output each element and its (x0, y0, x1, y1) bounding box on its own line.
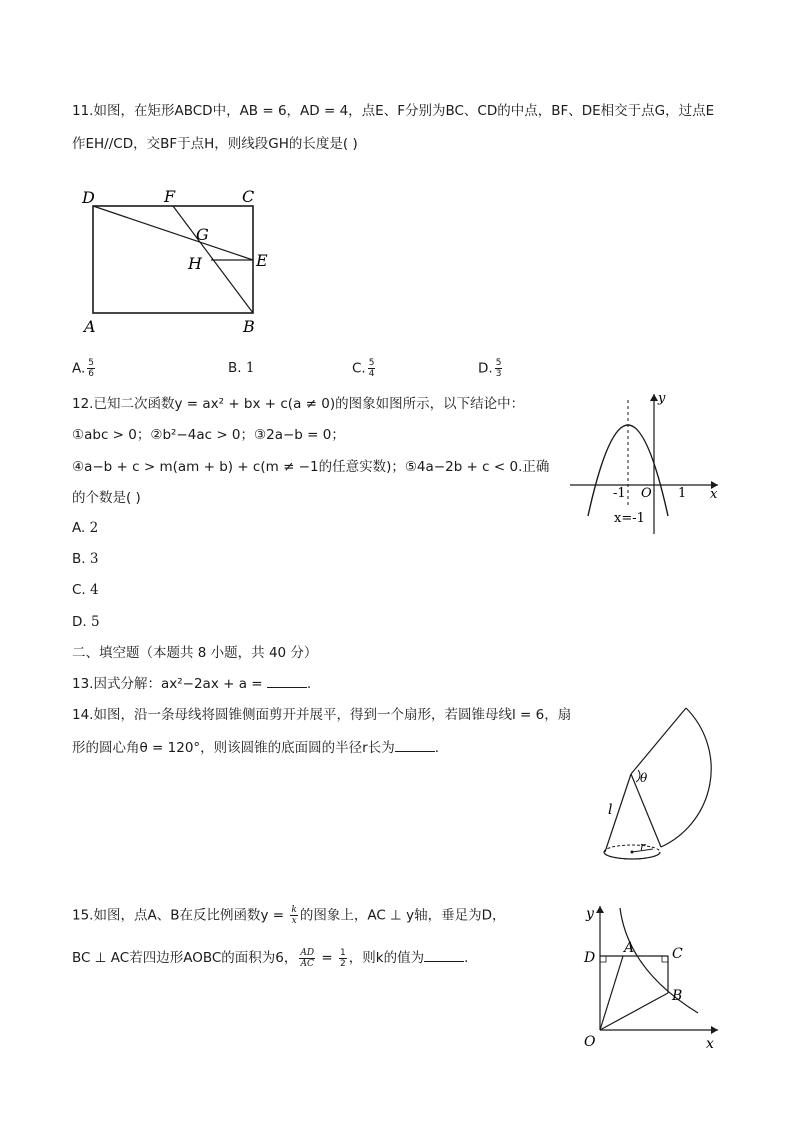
q12-graph (566, 388, 726, 538)
q12-axis-x: x (710, 487, 718, 502)
q11-label-H: H (188, 254, 202, 273)
q13-answer-blank[interactable] (267, 673, 307, 688)
q11-label-D: D (82, 188, 95, 207)
q12-origin: O (641, 486, 652, 501)
q12-text-line1: 12.已知二次函数y = ax² + bx + c(a ≠ 0)的图象如图所示，以下结论中： (72, 396, 525, 412)
q15-text-line1: 15.如图，点A、B在反比例函数y = $\frac{k}{x}$ 的图象上，AC ⊥ y轴，垂足为D， (72, 905, 506, 926)
q12-stem-4: 的个数是( ) (72, 490, 141, 506)
q15-axis-x: x (706, 1036, 714, 1052)
q12-tick-1: 1 (678, 486, 687, 501)
section2-title: 二、填空题（本题共 8 小题，共 40 分） (72, 645, 318, 661)
q11-option-d: D. $\frac{5}{3}$ (478, 358, 502, 379)
q14-label-theta: θ (640, 771, 648, 785)
q15-label-O: O (584, 1034, 596, 1050)
q14-stem-1: 如图，沿一条母线将圆锥侧面剪开并展平，得到一个扇形，若圆锥母线l = 6，扇 (93, 707, 572, 723)
q11-label-F: F (164, 187, 176, 206)
q15-axis-y: y (586, 906, 594, 922)
q11-stem-1: 如图，在矩形ABCD中，AB = 6，AD = 4，点E、F分别为BC、CD的中点，BF、DE相交于点G，过点E (93, 103, 715, 119)
q11-label-C: C (242, 187, 255, 206)
q12-option-d: D. 5 (72, 614, 100, 630)
q14-answer-blank[interactable] (395, 737, 435, 752)
q15-text-line2: BC ⊥ AC若四边形AOBC的面积为6， $\frac{AD}{AC}$ = $\frac{1}{2}$ ，则k的值为 . (72, 947, 469, 969)
q11-option-b: B. 1 (228, 360, 255, 376)
q11-stem-2: 作EH//CD，交BF于点H，则线段GH的长度是( ) (72, 136, 358, 152)
q11-option-a: A. $\frac{5}{6}$ (72, 358, 95, 379)
q11-label-G: G (196, 225, 209, 244)
q15-label-B: B (672, 988, 683, 1004)
q14-stem-2: 形的圆心角θ = 120°，则该圆锥的底面圆的半径r长为 (72, 740, 395, 756)
q14-figure (598, 704, 738, 864)
q14-label-l: l (608, 802, 613, 818)
q15-answer-blank[interactable] (424, 947, 464, 962)
q12-option-b: B. 3 (72, 551, 99, 567)
q12-tick-neg1: -1 (613, 486, 626, 501)
q15-label-C: C (672, 946, 683, 962)
q12-option-a: A. 2 (72, 520, 99, 536)
q11-option-c: C. $\frac{5}{4}$ (352, 358, 375, 379)
q14-text-line1: 14.如图，沿一条母线将圆锥侧面剪开并展平，得到一个扇形，若圆锥母线l = 6，扇 (72, 707, 572, 723)
q11-label-A: A (84, 317, 96, 336)
q14-label-r: r (640, 840, 646, 853)
q12-option-c: C. 4 (72, 582, 99, 598)
q12-stem-1: 已知二次函数y = ax² + bx + c(a ≠ 0)的图象如图所示，以下结论中： (93, 396, 525, 412)
q11-label-B: B (243, 317, 255, 336)
q12-stem-3: ④a−b + c > m(am + b) + c(m ≠ −1的任意实数)；⑤4a−2b + c < 0.正确 (72, 459, 550, 475)
q11-figure (78, 182, 278, 342)
q15-label-D: D (584, 950, 596, 966)
q15-figure (578, 898, 728, 1052)
q11-label-E: E (256, 251, 268, 270)
q13-stem: 因式分解：ax²−2ax + a = (93, 676, 267, 692)
q13-line: 13.因式分解：ax²−2ax + a = . (72, 673, 311, 694)
q12-axis-eq: x=-1 (614, 511, 645, 526)
q11-text-line1 (72, 101, 714, 121)
q15-label-A: A (624, 940, 635, 956)
q11-number: 11. (72, 103, 94, 119)
q14-text-line2: 形的圆心角θ = 120°，则该圆锥的底面圆的半径r长为 . (72, 737, 439, 758)
q12-axis-y: y (658, 391, 666, 406)
q12-stem-2: ①abc > 0；②b²−4ac > 0；③2a−b = 0； (72, 427, 345, 443)
